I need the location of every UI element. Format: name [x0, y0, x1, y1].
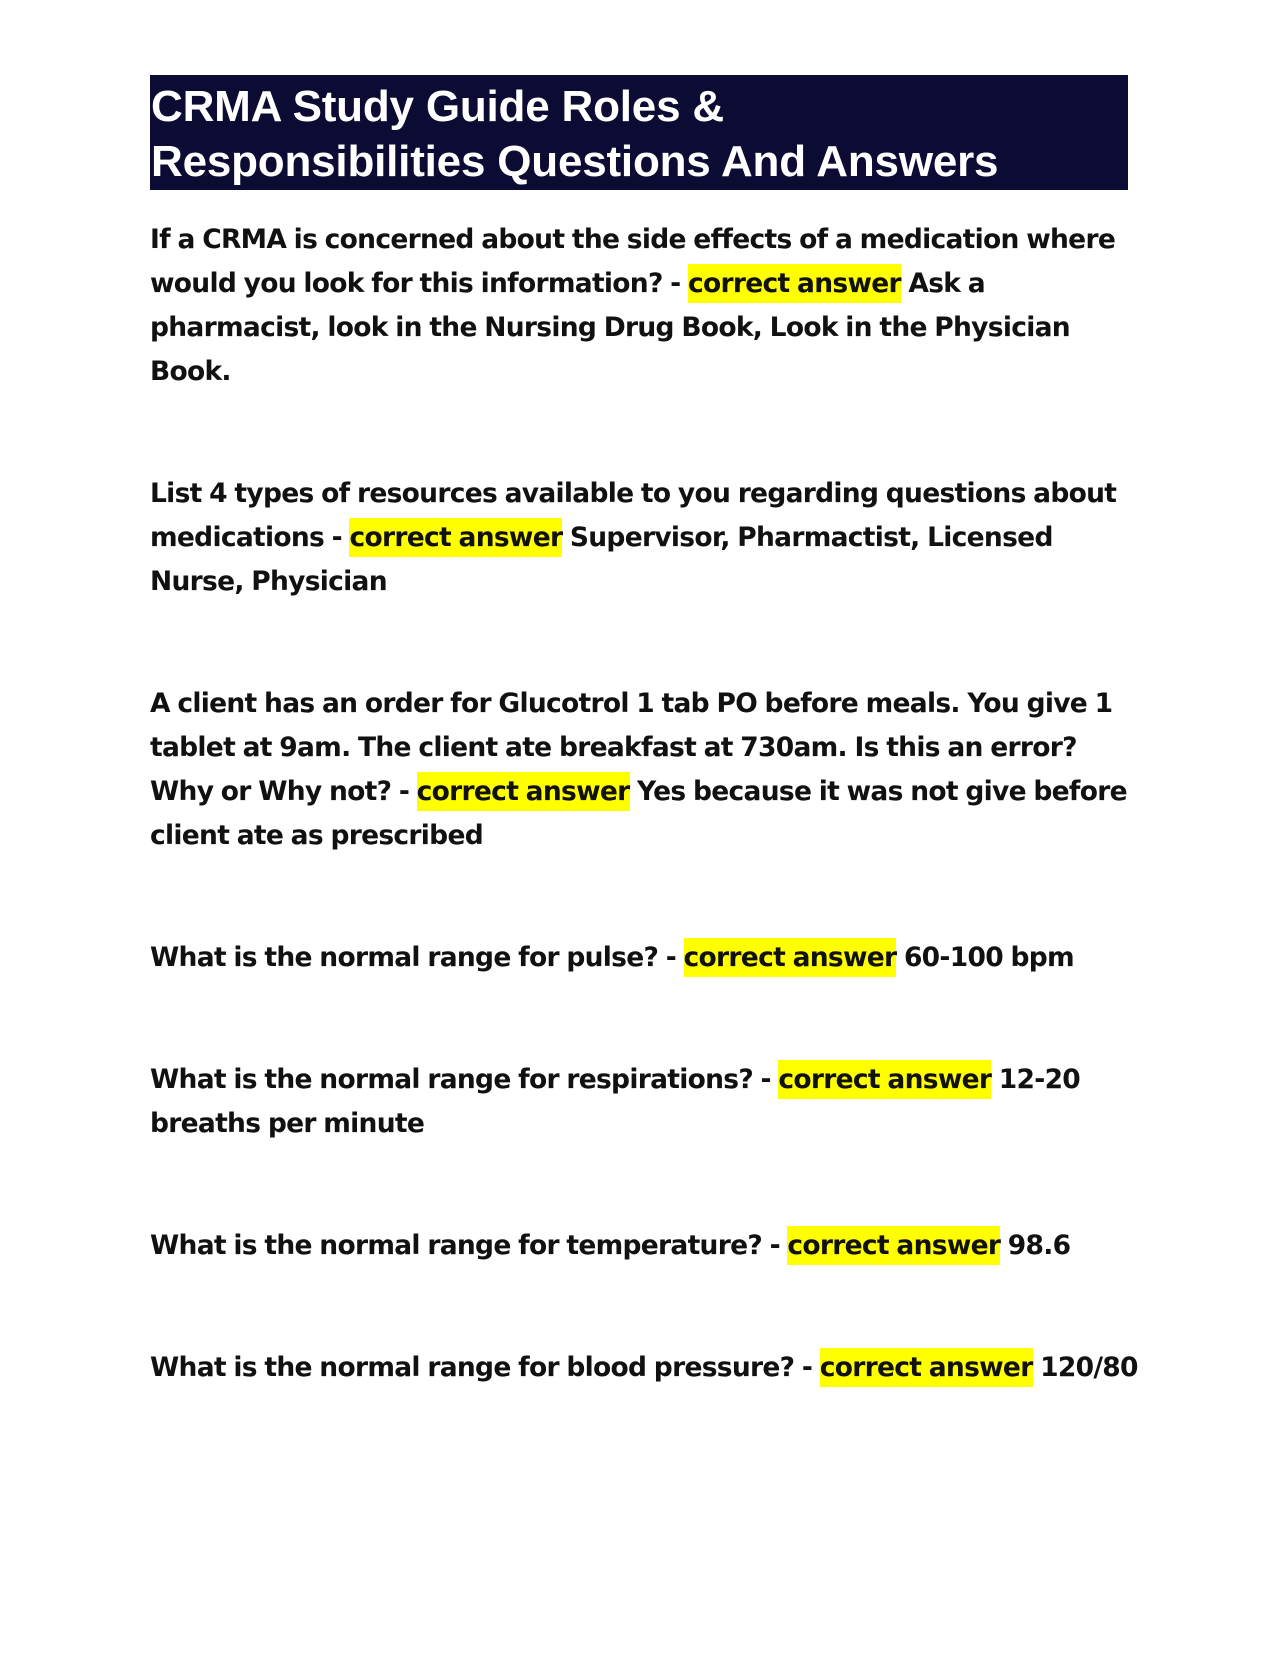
correct-answer-highlight: correct answer: [349, 518, 562, 557]
correct-answer-highlight: correct answer: [684, 938, 897, 977]
page-title-line-2: Responsibilities Questions And Answers: [151, 137, 999, 186]
question-text: What is the normal range for pulse? -: [150, 942, 684, 973]
answer-text: Supervisor, Pharmactist, Licensed Nurse, Physician: [150, 522, 1053, 597]
answer-text: 60-100 bpm: [896, 942, 1074, 973]
qa-list: [150, 218, 1140, 1390]
question-text: What is the normal range for temperature? -: [150, 1230, 788, 1261]
answer-text: Ask a pharmacist, look in the Nursing Drug Book, Look in the Physician Book.: [150, 268, 1070, 387]
answer-text: 98.6: [1000, 1230, 1071, 1261]
qa-item: [150, 1346, 1140, 1390]
answer-text: 120/80: [1032, 1352, 1138, 1383]
qa-item: [150, 1058, 1140, 1146]
correct-answer-highlight: correct answer: [417, 772, 630, 811]
title-banner: [150, 75, 1128, 190]
correct-answer-highlight: correct answer: [787, 1226, 1000, 1265]
question-text: What is the normal range for blood pressure? -: [150, 1352, 820, 1383]
question-text: A client has an order for Glucotrol 1 tab PO before meals. You give 1 tablet at 9am. The client ate breakfast at 730am. Is this an error? Why or Why not? -: [150, 688, 1113, 807]
question-text: What is the normal range for respirations? -: [150, 1064, 779, 1095]
page-title-line-1: CRMA Study Guide Roles &: [151, 82, 724, 131]
qa-item: [150, 472, 1140, 604]
qa-item: [150, 682, 1140, 858]
page-title: [151, 79, 1128, 189]
correct-answer-highlight: correct answer: [688, 264, 901, 303]
correct-answer-highlight: correct answer: [820, 1348, 1033, 1387]
qa-item: [150, 936, 1140, 980]
correct-answer-highlight: correct answer: [778, 1060, 991, 1099]
qa-item: [150, 1224, 1140, 1268]
answer-text: Yes because it was not give before client ate as prescribed: [150, 776, 1127, 851]
qa-item: [150, 218, 1140, 394]
question-text: If a CRMA is concerned about the side effects of a medication where would you look for this information? -: [150, 224, 1116, 299]
question-text: List 4 types of resources available to you regarding questions about medications -: [150, 478, 1117, 553]
answer-text: 12-20 breaths per minute: [150, 1064, 1081, 1139]
